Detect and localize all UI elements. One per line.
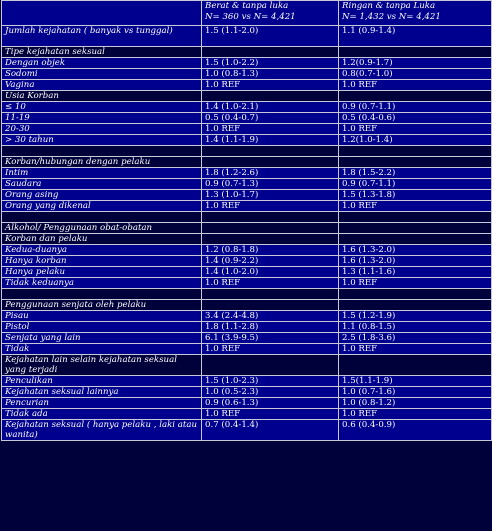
cell-ringan: 1.0 REF: [339, 201, 492, 212]
cell-berat: 1.0 (0.5-2.3): [202, 387, 339, 398]
header-col2-n: N= 1,432 vs N= 4,421: [342, 12, 441, 22]
cell-ringan: 1.1 (0.8-1.5): [339, 322, 492, 333]
row-label: Orang yang dikenal: [2, 201, 202, 212]
table-row: [2, 47, 492, 58]
row-label: Tipe kejahatan seksual: [2, 47, 202, 58]
row-label: Senjata yang lain: [2, 333, 202, 344]
cell-ringan: 1.0 REF: [339, 278, 492, 289]
table-row: [2, 157, 492, 168]
table-row: [2, 102, 492, 113]
cell-ringan: 2.5 (1.8-3.6): [339, 333, 492, 344]
row-label: Pistol: [2, 322, 202, 333]
cell-ringan: 1.2(0.9-1.7): [339, 58, 492, 69]
table-row: [2, 212, 492, 223]
cell-ringan: [339, 47, 492, 58]
cell-ringan: 1.2(1.0-1.4): [339, 135, 492, 146]
cell-ringan: 1.5 (1.2-1.9): [339, 311, 492, 322]
row-label: 11-19: [2, 113, 202, 124]
row-label: [2, 212, 202, 223]
cell-ringan: [339, 157, 492, 168]
cell-berat: 0.9 (0.7-1.3): [202, 179, 339, 190]
cell-ringan: [339, 223, 492, 234]
header-col2: [339, 1, 492, 26]
cell-berat: 0.5 (0.4-0.7): [202, 113, 339, 124]
row-label: Tidak ada: [2, 409, 202, 420]
cell-ringan: 1.6 (1.3-2.0): [339, 245, 492, 256]
cell-berat: [202, 234, 339, 245]
cell-ringan: 1.0 REF: [339, 344, 492, 355]
table-row: [2, 26, 492, 47]
table-row: [2, 80, 492, 91]
table-row: [2, 124, 492, 135]
row-label: Jumlah kejahatan ( banyak vs tunggal): [2, 26, 202, 47]
table-row: [2, 58, 492, 69]
cell-ringan: [339, 146, 492, 157]
table-row: [2, 420, 492, 441]
cell-ringan: [339, 355, 492, 376]
cell-ringan: 1.5 (1.3-1.8): [339, 190, 492, 201]
table-row: [2, 344, 492, 355]
table-row: [2, 355, 492, 376]
cell-ringan: 1.0 REF: [339, 80, 492, 91]
table-row: [2, 409, 492, 420]
cell-berat: 3.4 (2.4-4.8): [202, 311, 339, 322]
table-row: [2, 146, 492, 157]
table-row: [2, 91, 492, 102]
table-row: [2, 256, 492, 267]
table-row: [2, 201, 492, 212]
cell-ringan: [339, 234, 492, 245]
cell-ringan: 1.0 REF: [339, 409, 492, 420]
row-label: Usia Korban: [2, 91, 202, 102]
header-col2-title: Ringan & tanpa Luka: [342, 1, 436, 11]
cell-berat: 1.0 REF: [202, 409, 339, 420]
row-label: Hanya pelaku: [2, 267, 202, 278]
table-row: [2, 311, 492, 322]
cell-ringan: [339, 300, 492, 311]
table-row: [2, 376, 492, 387]
header-col1: [202, 1, 339, 26]
row-label: Kejahatan seksual lainnya: [2, 387, 202, 398]
cell-berat: 1.2 (0.8-1.8): [202, 245, 339, 256]
cell-berat: [202, 355, 339, 376]
cell-ringan: [339, 91, 492, 102]
table-row: [2, 135, 492, 146]
row-label: Korban/hubungan dengan pelaku: [2, 157, 202, 168]
cell-ringan: 1.0 (0.8-1.2): [339, 398, 492, 409]
table-row: [2, 245, 492, 256]
table-row: [2, 398, 492, 409]
cell-berat: 1.0 REF: [202, 344, 339, 355]
table-row: [2, 69, 492, 80]
table-row: [2, 387, 492, 398]
row-label: Saudara: [2, 179, 202, 190]
cell-berat: [202, 289, 339, 300]
cell-berat: 0.7 (0.4-1.4): [202, 420, 339, 441]
cell-berat: 1.5 (1.0-2.2): [202, 58, 339, 69]
cell-berat: 1.8 (1.1-2.8): [202, 322, 339, 333]
cell-ringan: [339, 212, 492, 223]
cell-ringan: 0.6 (0.4-0.9): [339, 420, 492, 441]
cell-ringan: 1.3 (1.1-1.6): [339, 267, 492, 278]
row-label: ≤ 10: [2, 102, 202, 113]
odds-ratio-table: [1, 0, 492, 441]
cell-ringan: [339, 289, 492, 300]
cell-berat: [202, 300, 339, 311]
row-label: [2, 146, 202, 157]
row-label: Pisau: [2, 311, 202, 322]
table-row: [2, 333, 492, 344]
row-label: Korban dan pelaku: [2, 234, 202, 245]
row-label: Tidak keduanya: [2, 278, 202, 289]
cell-berat: 1.0 REF: [202, 124, 339, 135]
row-label: Hanya korban: [2, 256, 202, 267]
cell-ringan: 1.0 REF: [339, 124, 492, 135]
cell-berat: 1.0 REF: [202, 201, 339, 212]
row-label: Kejahatan seksual ( hanya pelaku , laki atau wanita): [2, 420, 202, 441]
cell-berat: 6.1 (3.9-9.5): [202, 333, 339, 344]
cell-ringan: 1.5(1.1-1.9): [339, 376, 492, 387]
table-row: [2, 234, 492, 245]
row-label: Sodomi: [2, 69, 202, 80]
table-row: [2, 267, 492, 278]
table-row: [2, 179, 492, 190]
row-label: Penculikan: [2, 376, 202, 387]
cell-berat: 1.8 (1.2-2.6): [202, 168, 339, 179]
row-label: > 30 tahun: [2, 135, 202, 146]
header-empty-cell: [2, 1, 202, 26]
header-col1-n: N= 360 vs N= 4,421: [205, 12, 296, 22]
cell-berat: [202, 91, 339, 102]
table-row: [2, 300, 492, 311]
row-label: Kejahatan lain selain kejahatan seksual yang terjadi: [2, 355, 202, 376]
cell-berat: [202, 212, 339, 223]
cell-berat: 1.4 (0.9-2.2): [202, 256, 339, 267]
cell-ringan: 0.9 (0.7-1.1): [339, 179, 492, 190]
table-row: [2, 278, 492, 289]
cell-berat: 1.4 (1.1-1.9): [202, 135, 339, 146]
row-label: [2, 289, 202, 300]
row-label: Pencurian: [2, 398, 202, 409]
cell-berat: 1.0 (0.8-1.3): [202, 69, 339, 80]
header-col1-title: Berat & tanpa luka: [205, 1, 289, 11]
cell-berat: [202, 146, 339, 157]
row-label: Kedua-duanya: [2, 245, 202, 256]
table-row: [2, 168, 492, 179]
cell-berat: 1.0 REF: [202, 80, 339, 91]
cell-berat: [202, 223, 339, 234]
row-label: Penggunaan senjata oleh pelaku: [2, 300, 202, 311]
row-label: Tidak: [2, 344, 202, 355]
row-label: Dengan objek: [2, 58, 202, 69]
table-row: [2, 289, 492, 300]
cell-ringan: 1.0 (0.7-1.6): [339, 387, 492, 398]
cell-ringan: 0.8(0.7-1.0): [339, 69, 492, 80]
cell-berat: 1.0 REF: [202, 278, 339, 289]
cell-berat: [202, 47, 339, 58]
cell-berat: [202, 157, 339, 168]
cell-ringan: 1.8 (1.5-2.2): [339, 168, 492, 179]
table-row: [2, 223, 492, 234]
cell-berat: 0.9 (0.6-1.3): [202, 398, 339, 409]
cell-berat: 1.4 (1.0-2.0): [202, 267, 339, 278]
cell-ringan: 1.1 (0.9-1.4): [339, 26, 492, 47]
row-label: Vagina: [2, 80, 202, 91]
cell-berat: 1.4 (1.0-2.1): [202, 102, 339, 113]
cell-berat: 1.5 (1.1-2.0): [202, 26, 339, 47]
table-row: [2, 113, 492, 124]
header-row: [2, 1, 492, 26]
row-label: Orang asing: [2, 190, 202, 201]
table-row: [2, 322, 492, 333]
row-label: Alkohol/ Penggunaan obat-obatan: [2, 223, 202, 234]
cell-ringan: 0.5 (0.4-0.6): [339, 113, 492, 124]
cell-ringan: 0.9 (0.7-1.1): [339, 102, 492, 113]
row-label: 20-30: [2, 124, 202, 135]
row-label: Intim: [2, 168, 202, 179]
table-row: [2, 190, 492, 201]
cell-berat: 1.5 (1.0-2.3): [202, 376, 339, 387]
cell-ringan: 1.6 (1.3-2.0): [339, 256, 492, 267]
cell-berat: 1.3 (1.0-1.7): [202, 190, 339, 201]
